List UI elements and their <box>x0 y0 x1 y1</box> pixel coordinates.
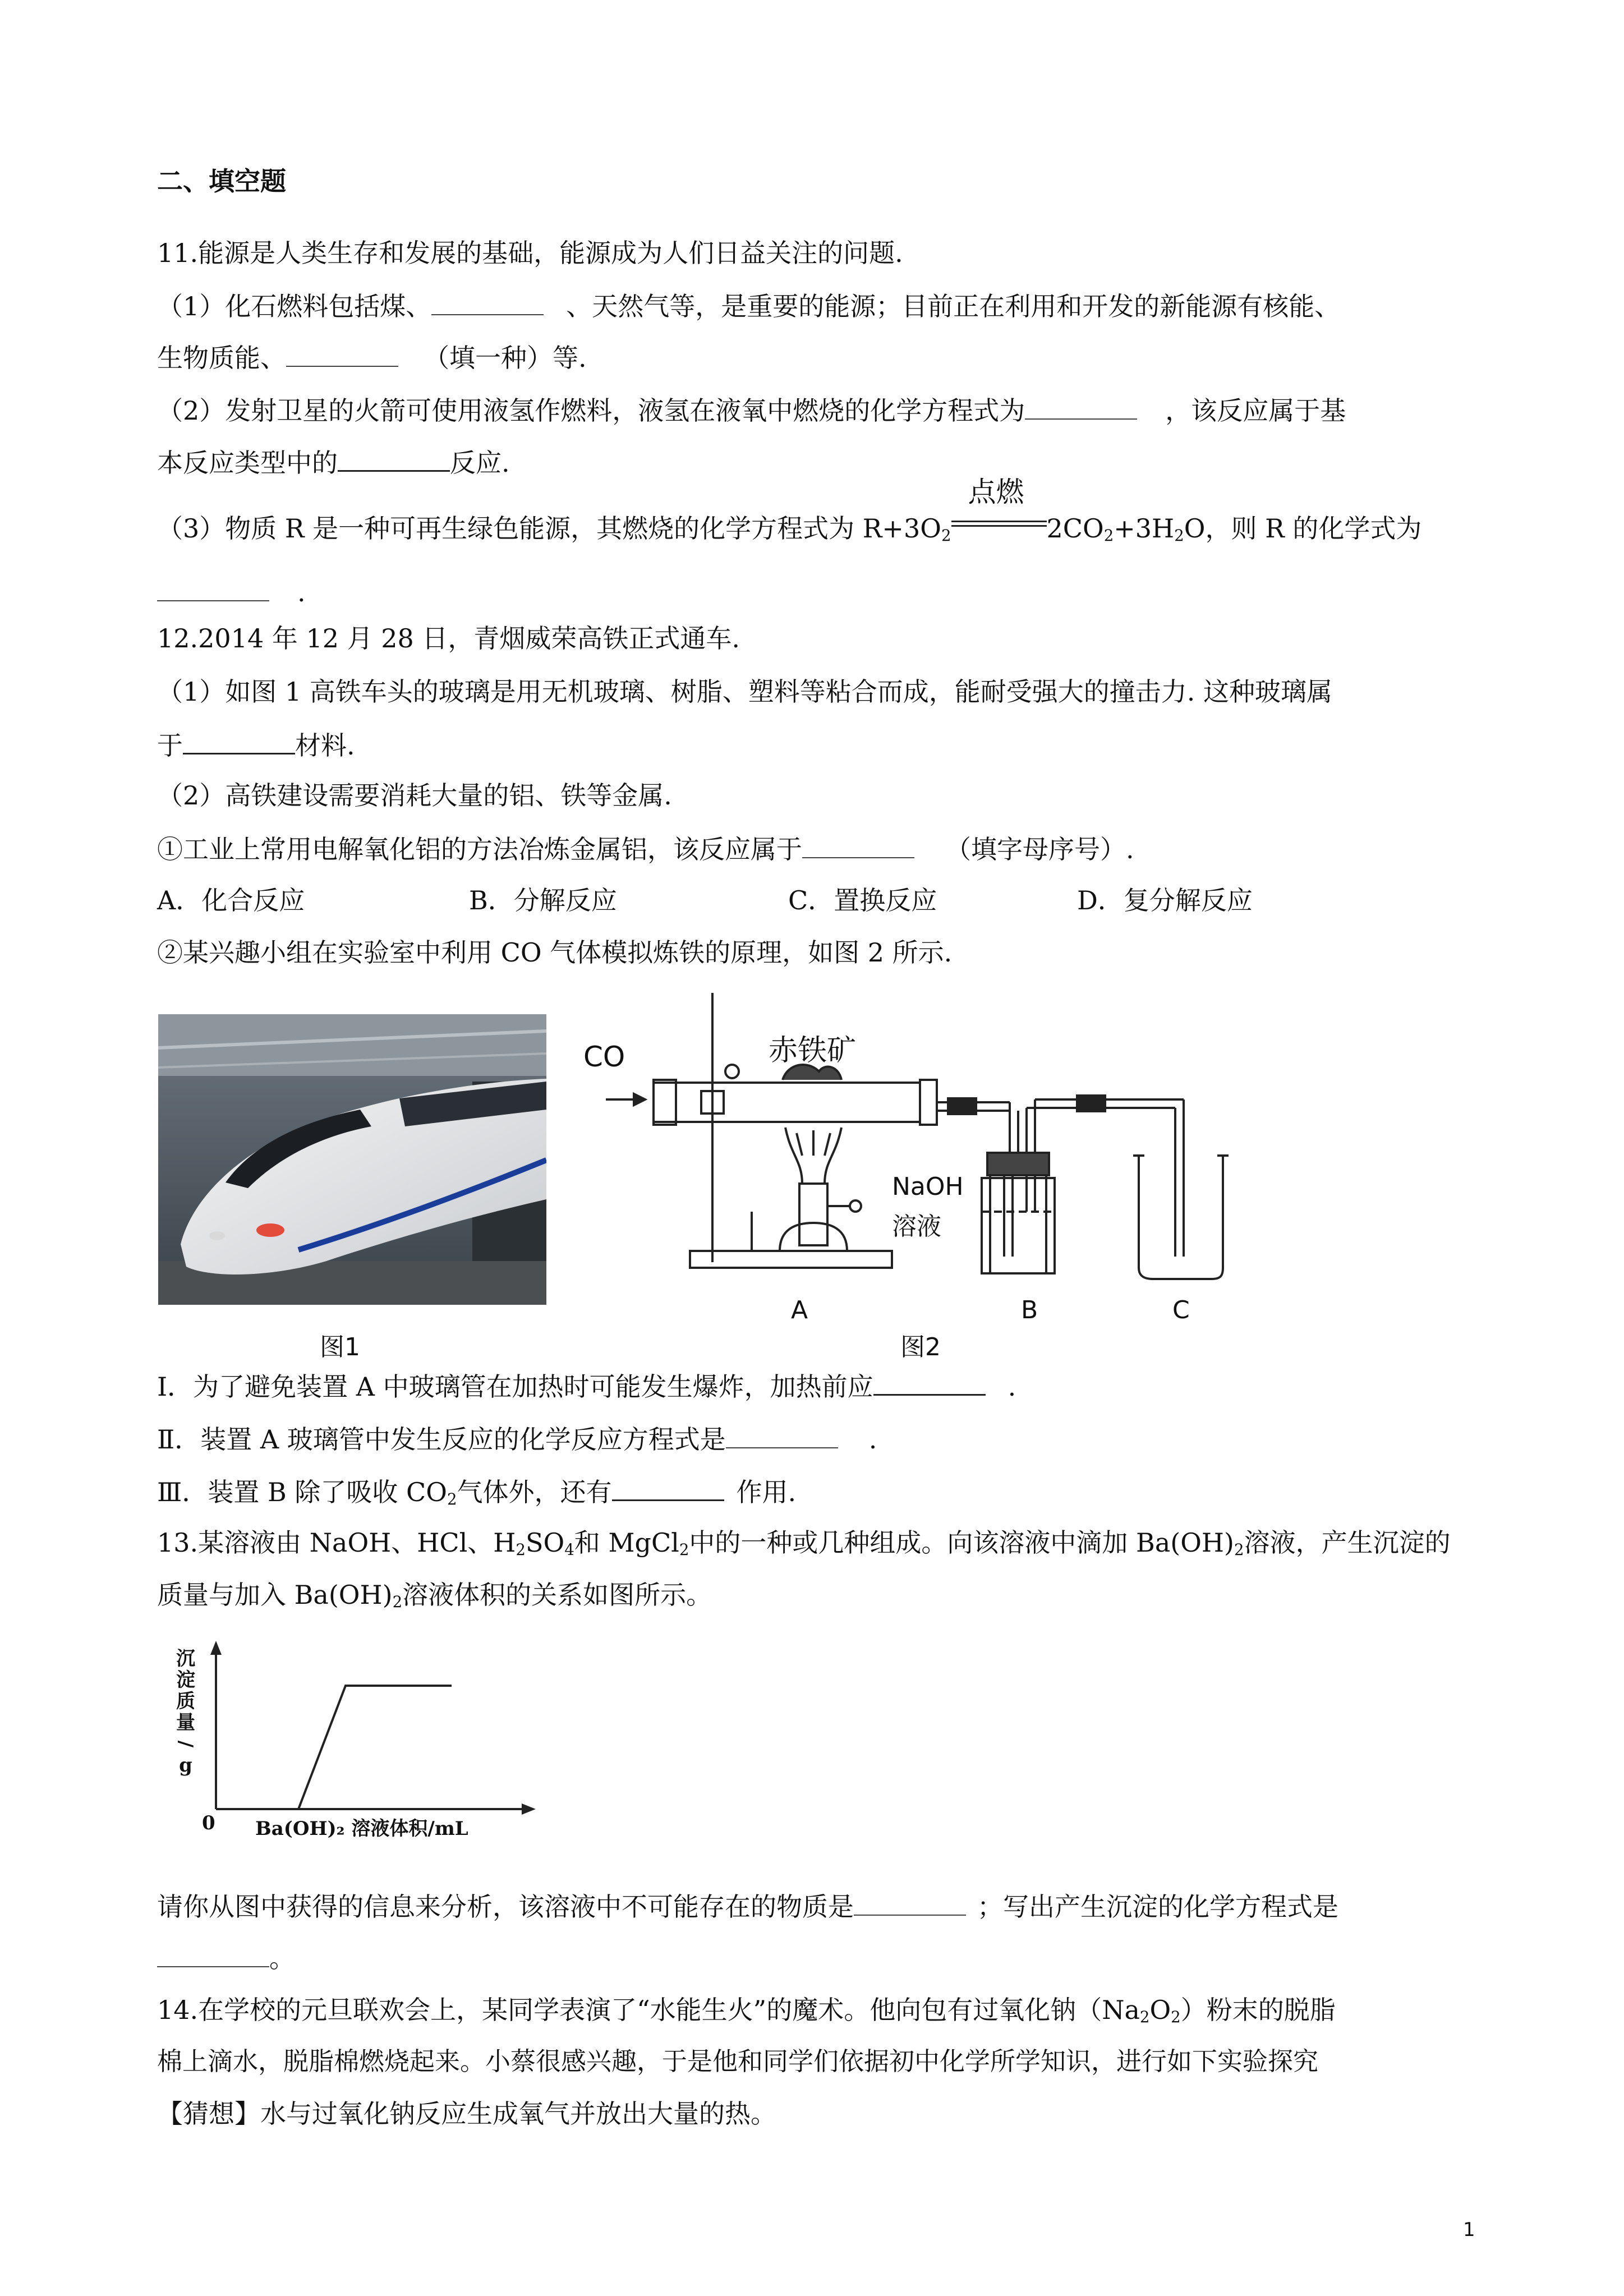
precipitate-chart-svg <box>157 1638 550 1840</box>
q11-p2c: 本反应类型中的 <box>157 448 338 478</box>
x-axis-arrow <box>522 1803 536 1815</box>
ylabel-char: 量 <box>176 1711 195 1734</box>
q12-option-c: C．置换反应 <box>788 885 937 915</box>
ylabel-char: / <box>174 1740 197 1748</box>
q13-l2b: 溶液体积的关系如图所示。 <box>402 1580 712 1610</box>
apparatus-diagram <box>561 987 1243 1352</box>
subscript: 2 <box>1171 2008 1181 2026</box>
q12-item-iii-a: Ⅲ．装置 B 除了吸收 CO <box>157 1477 447 1507</box>
q13-question-line1 <box>157 1892 1338 1920</box>
q14-l1a: 14.在学校的元旦联欢会上，某同学表演了“水能生火”的魔术。他向包有过氧化钠（Na <box>157 1995 1140 2025</box>
q13-q-b: ；写出产生沉淀的化学方程式是 <box>977 1892 1338 1922</box>
subscript: 2 <box>447 1490 457 1508</box>
subscript: 2 <box>1234 1540 1244 1559</box>
q12-item-i-end: . <box>1007 1372 1016 1402</box>
q14-l1b: O <box>1149 1995 1171 2025</box>
answer-blank[interactable] <box>338 448 450 472</box>
train-photo <box>158 1014 546 1305</box>
ylabel-char: 沉 <box>176 1648 195 1670</box>
q12-option-b: B．分解反应 <box>469 885 617 915</box>
q14-line2: 棉上滴水，脱脂棉燃烧起来。小蔡很感兴趣，于是他和同学们依据初中化学所学知识，进行如下实验探究 <box>157 2046 1319 2076</box>
apparatus-a-label: A <box>791 1296 808 1324</box>
naoh-label: NaOH <box>892 1172 964 1201</box>
subscript: 2 <box>941 526 951 545</box>
q11-p1b: 、天然气等，是重要的能源；目前正在利用和开发的新能源有核能、 <box>566 291 1341 321</box>
q12-item-iii <box>157 1477 796 1507</box>
q11-p2b: ，该反应属于基 <box>1165 395 1346 426</box>
answer-blank[interactable] <box>183 730 295 754</box>
q12-p1c: 材料. <box>295 730 355 761</box>
reaction-condition: 点燃 <box>968 476 1024 508</box>
fig2-caption: 图2 <box>900 1333 941 1361</box>
q13-l1a: 13.某溶液由 NaOH、HCl、H <box>157 1527 516 1558</box>
q11-part2-line1 <box>157 396 1346 424</box>
q12-item-iii-b: 气体外，还有 <box>457 1477 612 1507</box>
y-axis-arrow <box>210 1641 222 1655</box>
q12-option-a: A．化合反应 <box>157 885 305 915</box>
reaction-arrow <box>951 476 1047 537</box>
q14-l1c: ）粉末的脱脂 <box>1180 1995 1336 2025</box>
q13-q-end: 。 <box>269 1943 295 1973</box>
answer-blank[interactable] <box>1025 396 1137 420</box>
q13-line2 <box>157 1582 712 1610</box>
q11-p3b: 2CO <box>1046 513 1104 544</box>
q12-part2-2: ②某兴趣小组在实验室中利用 CO 气体模拟炼铁的原理，如图 2 所示. <box>157 937 953 968</box>
arrow-line-top <box>951 521 1047 522</box>
q12-intro: 12.2014 年 12 月 28 日，青烟威荣高铁正式通车. <box>157 623 740 654</box>
q12-item-i <box>157 1372 1016 1400</box>
q12-item-ii-text: Ⅱ．装置 A 玻璃管中发生反应的化学反应方程式是 <box>157 1424 726 1455</box>
co-label: CO <box>583 1041 625 1073</box>
answer-blank[interactable] <box>726 1425 838 1448</box>
q12-part1-line2 <box>157 730 355 761</box>
hematite-label: 赤铁矿 <box>769 1034 857 1068</box>
q11-p1d: （填一种）等. <box>424 343 587 373</box>
q11-part1-line1 <box>157 292 1340 319</box>
q13-l1e: 溶液，产生沉淀的 <box>1244 1527 1451 1558</box>
q11-p1a: （1）化石燃料包括煤、 <box>157 291 432 321</box>
q11-p3d: O，则 R 的化学式为 <box>1184 513 1422 544</box>
q13-question-line2 <box>157 1944 295 1971</box>
precipitate-series-line <box>216 1686 452 1809</box>
q13-l1c: 和 MgCl <box>574 1527 679 1558</box>
train-photo-image <box>158 1014 546 1305</box>
q11-intro: 11.能源是人类生存和发展的基础，能源成为人们日益关注的问题. <box>157 238 903 268</box>
page-number: 1 <box>1463 2219 1475 2241</box>
q11-p3-end: . <box>297 577 306 608</box>
q11-p3a: （3）物质 R 是一种可再生绿色能源，其燃烧的化学方程式为 R+3O <box>157 513 941 544</box>
answer-blank[interactable] <box>431 292 544 315</box>
q11-part3-line2 <box>157 577 306 608</box>
subscript: 2 <box>679 1540 689 1559</box>
q12-p1b: 于 <box>157 730 183 761</box>
q13-line1 <box>157 1527 1451 1559</box>
answer-blank[interactable] <box>873 1372 986 1396</box>
q14-line3: 【猜想】水与过氧化钠反应生成氧气并放出大量的热。 <box>157 2099 776 2129</box>
q11-p1c: 生物质能、 <box>157 343 286 373</box>
iron-smelting-apparatus <box>561 987 1243 1352</box>
q12-item-iii-c: 作用. <box>736 1477 797 1507</box>
answer-blank[interactable] <box>157 1944 269 1967</box>
answer-blank[interactable] <box>157 578 269 601</box>
q14-line1 <box>157 1997 1336 2025</box>
chart-ylabel <box>173 1648 199 1776</box>
q11-p3c: +3H <box>1114 513 1175 544</box>
q11-p2d: 反应. <box>450 448 510 478</box>
q13-l1b: SO <box>525 1527 565 1558</box>
subscript: 2 <box>392 1593 403 1611</box>
chart-origin: 0 <box>202 1812 215 1834</box>
q11-part3-line1 <box>157 476 1422 545</box>
q13-l2a: 质量与加入 Ba(OH) <box>157 1580 393 1610</box>
q13-q-a: 请你从图中获得的信息来分析，该溶液中不可能存在的物质是 <box>157 1892 854 1922</box>
subscript: 4 <box>564 1540 574 1559</box>
apparatus-b-label: B <box>1021 1296 1038 1324</box>
q11-p2a: （2）发射卫星的火箭可使用液氢作燃料，液氢在液氧中燃烧的化学方程式为 <box>157 395 1025 426</box>
q12-p2-1b: （填字母序号）. <box>945 834 1134 864</box>
ylabel-char: 淀 <box>176 1669 195 1691</box>
solution-label: 溶液 <box>892 1212 941 1241</box>
answer-blank[interactable] <box>802 835 914 858</box>
q11-part2-line2 <box>157 448 510 476</box>
subscript: 2 <box>1139 2008 1150 2026</box>
q12-part2: （2）高铁建设需要消耗大量的铝、铁等金属. <box>157 780 672 811</box>
q12-part2-1 <box>157 835 1134 862</box>
answer-blank[interactable] <box>286 343 398 367</box>
q12-item-ii <box>157 1424 877 1455</box>
precipitate-chart <box>157 1638 550 1840</box>
q11-part1-line2 <box>157 343 587 371</box>
q12-part1-line1: （1）如图 1 高铁车头的玻璃是用无机玻璃、树脂、塑料等粘合而成，能耐受强大的撞击力. 这种玻璃属 <box>157 677 1333 707</box>
subscript: 2 <box>1174 526 1184 545</box>
answer-blank[interactable] <box>612 1477 724 1501</box>
q13-l1d: 中的一种或几种组成。向该溶液中滴加 Ba(OH) <box>689 1527 1234 1558</box>
apparatus-c-label: C <box>1172 1296 1190 1324</box>
section-title: 二、填空题 <box>157 166 286 196</box>
chart-xlabel: Ba(OH)₂ 溶液体积/mL <box>255 1818 468 1840</box>
q12-p2-1a: ①工业上常用电解氧化铝的方法冶炼金属铝，该反应属于 <box>157 834 802 864</box>
q12-option-d: D．复分解反应 <box>1077 885 1253 915</box>
fig1-caption: 图1 <box>320 1333 360 1361</box>
arrow-line-bottom <box>951 525 1047 527</box>
answer-blank[interactable] <box>854 1892 966 1916</box>
subscript: 2 <box>1103 526 1114 545</box>
ylabel-char: 质 <box>176 1690 195 1713</box>
ylabel-char: g <box>179 1754 192 1777</box>
subscript: 2 <box>516 1540 526 1559</box>
q12-item-ii-end: . <box>868 1424 877 1455</box>
q12-item-i-text: Ⅰ．为了避免装置 A 中玻璃管在加热时可能发生爆炸，加热前应 <box>157 1372 873 1402</box>
